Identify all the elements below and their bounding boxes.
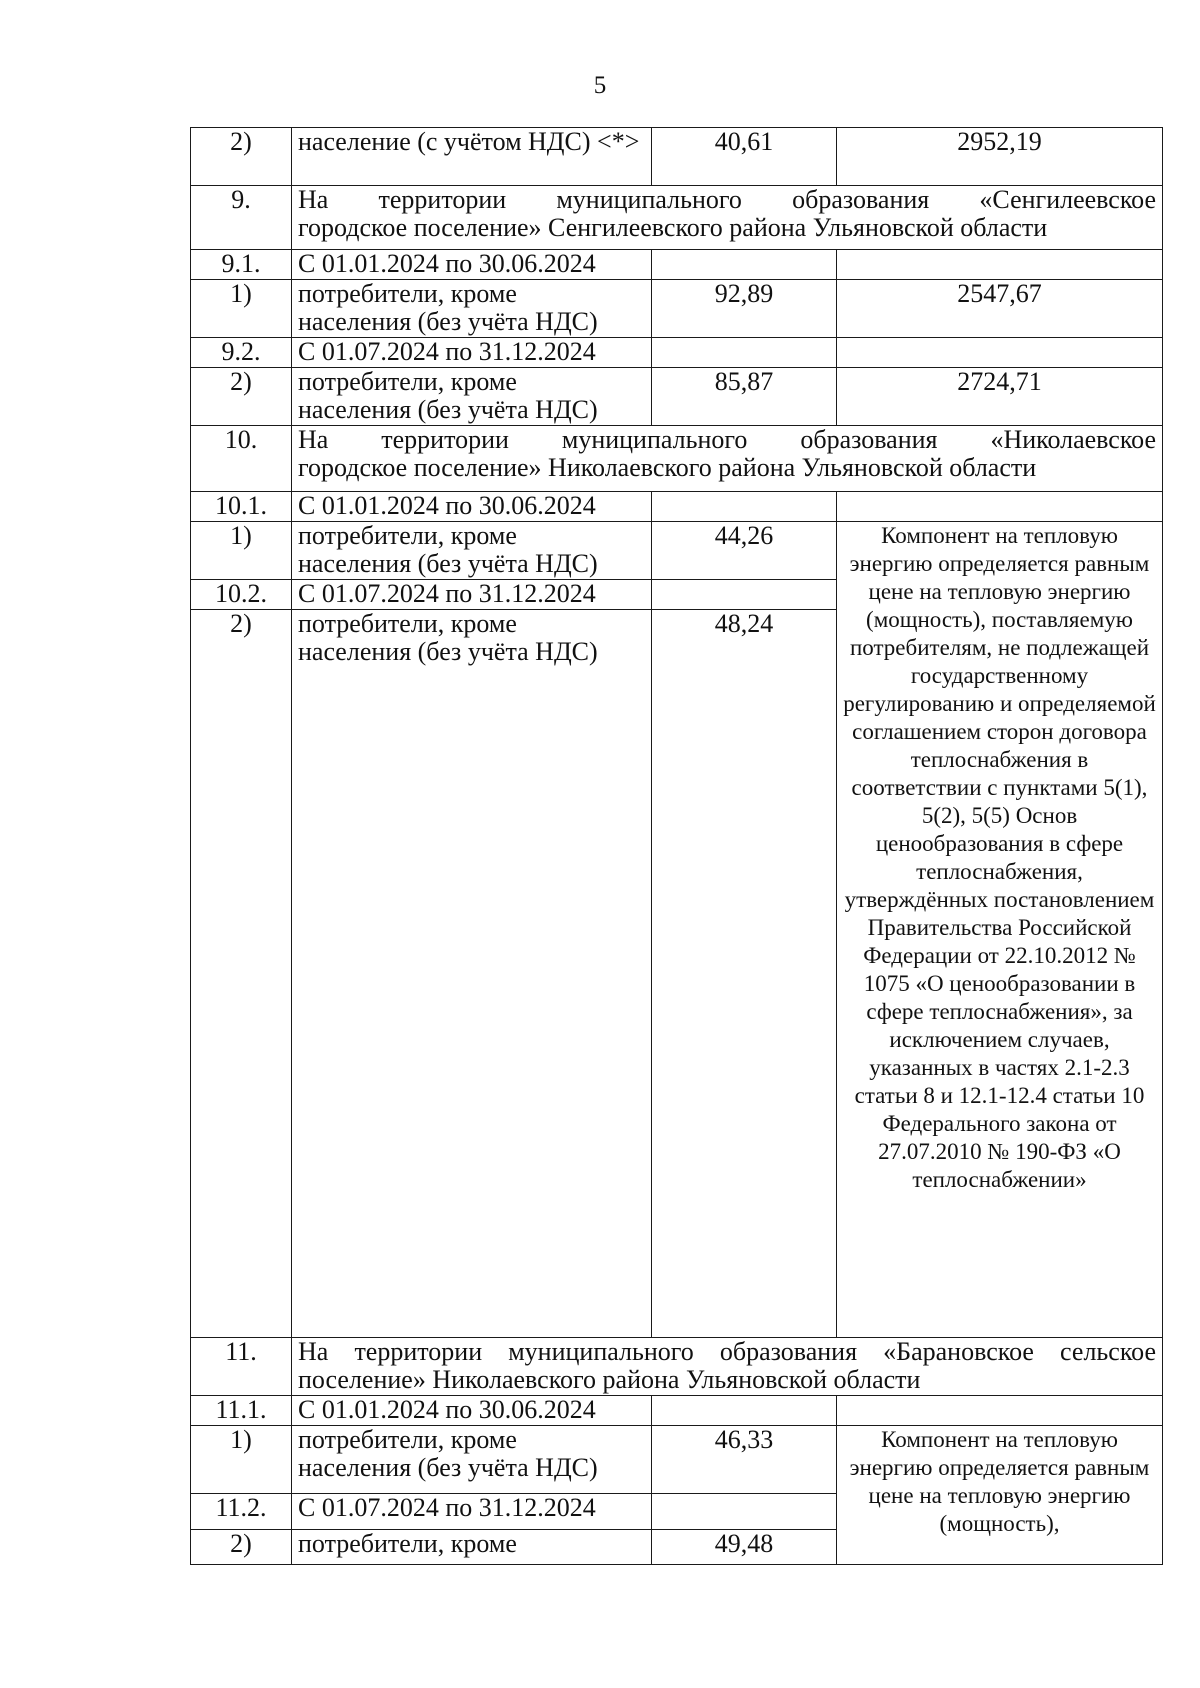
row-description — [292, 1426, 652, 1494]
row-number: 1) — [191, 280, 292, 338]
tariff-note: Компонент на тепловую энергию определяется равным цене на тепловую энергию (мощность), поставляемую потребителям, не подлежащей государственному регулированию и определяемой соглашением сторон договора теплоснабжения в соответствии с пунктами 5(1), 5(2), 5(5) Основ ценообразования в сфере теплоснабжения, утверждённых постановлением Правительства Российской Федерации от 22.10.2012 № 1075 «О ценообразовании в сфере теплоснабжения», за исключением случаев, указанных в частях 2.1-2.3 статьи 8 и 12.1-12.4 статьи 10 Федерального закона от 27.07.2010 № 190-ФЗ «О теплоснабжении» — [837, 522, 1163, 1338]
row-description-line: потребители, кроме — [298, 279, 517, 308]
table-row — [191, 426, 1163, 492]
row-number: 11. — [191, 1338, 292, 1396]
row-description-line: населения (без учёта НДС) — [298, 637, 598, 666]
table-row — [191, 492, 1163, 522]
row-description-line: потребители, кроме — [298, 521, 517, 550]
table-row — [191, 128, 1163, 186]
empty-cell — [652, 492, 837, 522]
tariff-note-text: Компонент на тепловую энергию определяется равным цене на тепловую энергию (мощность), — [849, 1427, 1150, 1536]
section-title-line: На территории муниципального образования «Барановское сельское — [298, 1337, 1156, 1366]
value-tariff: 2952,19 — [837, 128, 1163, 186]
empty-cell — [837, 250, 1163, 280]
row-number: 10.2. — [191, 580, 292, 610]
row-description-line: населения (без учёта НДС) — [298, 307, 598, 336]
value-component: 48,24 — [652, 610, 837, 1338]
row-description: население (с учётом НДС) <*> — [292, 128, 652, 186]
value-component: 40,61 — [652, 128, 837, 186]
row-number: 11.1. — [191, 1396, 292, 1426]
empty-cell — [652, 338, 837, 368]
empty-cell — [652, 250, 837, 280]
section-title — [292, 426, 1163, 492]
section-title — [292, 1338, 1163, 1396]
row-number: 2) — [191, 610, 292, 1338]
table-row — [191, 338, 1163, 368]
row-number: 2) — [191, 128, 292, 186]
row-description-line: населения (без учёта НДС) — [298, 1453, 598, 1482]
value-component: 49,48 — [652, 1529, 837, 1564]
section-title-line: На территории муниципального образования «Николаевское — [298, 425, 1156, 454]
tariff-note-partial — [837, 1426, 1163, 1565]
row-description-line: населения (без учёта НДС) — [298, 395, 598, 424]
row-description — [292, 610, 652, 1338]
row-description-line: потребители, кроме — [298, 1425, 517, 1454]
section-title — [292, 186, 1163, 250]
row-number: 10.1. — [191, 492, 292, 522]
page-number: 5 — [593, 72, 607, 99]
value-component: 92,89 — [652, 280, 837, 338]
period-label: С 01.01.2024 по 30.06.2024 — [292, 250, 652, 280]
table-row — [191, 1338, 1163, 1396]
empty-cell — [652, 1396, 837, 1426]
row-description-line: потребители, кроме — [298, 367, 517, 396]
table-row — [191, 1396, 1163, 1426]
row-number: 1) — [191, 1426, 292, 1494]
row-number: 11.2. — [191, 1494, 292, 1529]
table-row — [191, 1426, 1163, 1494]
table-row — [191, 368, 1163, 426]
value-component: 44,26 — [652, 522, 837, 580]
row-number: 9.1. — [191, 250, 292, 280]
row-number: 2) — [191, 368, 292, 426]
period-label: С 01.01.2024 по 30.06.2024 — [292, 492, 652, 522]
row-description — [292, 522, 652, 580]
value-tariff: 2724,71 — [837, 368, 1163, 426]
period-label: С 01.07.2024 по 31.12.2024 — [292, 1494, 652, 1529]
empty-cell — [837, 338, 1163, 368]
table-row — [191, 250, 1163, 280]
row-number: 9. — [191, 186, 292, 250]
empty-cell — [652, 580, 837, 610]
tariff-table — [190, 127, 1163, 1565]
row-description — [292, 280, 652, 338]
section-title-line: поселение» Николаевского района Ульяновской области — [298, 1365, 921, 1394]
row-description-line: потребители, кроме — [298, 609, 517, 638]
section-title-line: городское поселение» Николаевского района Ульяновской области — [298, 453, 1037, 482]
table-row — [191, 186, 1163, 250]
empty-cell — [837, 492, 1163, 522]
empty-cell — [652, 1494, 837, 1529]
row-description: потребители, кроме — [292, 1529, 652, 1564]
section-title-line: На территории муниципального образования «Сенгилеевское — [298, 185, 1156, 214]
period-label: С 01.01.2024 по 30.06.2024 — [292, 1396, 652, 1426]
period-label: С 01.07.2024 по 31.12.2024 — [292, 338, 652, 368]
period-label: С 01.07.2024 по 31.12.2024 — [292, 580, 652, 610]
table-row — [191, 280, 1163, 338]
value-component: 85,87 — [652, 368, 837, 426]
row-number: 1) — [191, 522, 292, 580]
row-description — [292, 368, 652, 426]
value-tariff: 2547,67 — [837, 280, 1163, 338]
row-number: 10. — [191, 426, 292, 492]
empty-cell — [837, 1396, 1163, 1426]
row-number: 2) — [191, 1529, 292, 1564]
row-number: 9.2. — [191, 338, 292, 368]
section-title-line: городское поселение» Сенгилеевского района Ульяновской области — [298, 213, 1048, 242]
table-row — [191, 522, 1163, 580]
row-description-line: населения (без учёта НДС) — [298, 549, 598, 578]
value-component: 46,33 — [652, 1426, 837, 1494]
